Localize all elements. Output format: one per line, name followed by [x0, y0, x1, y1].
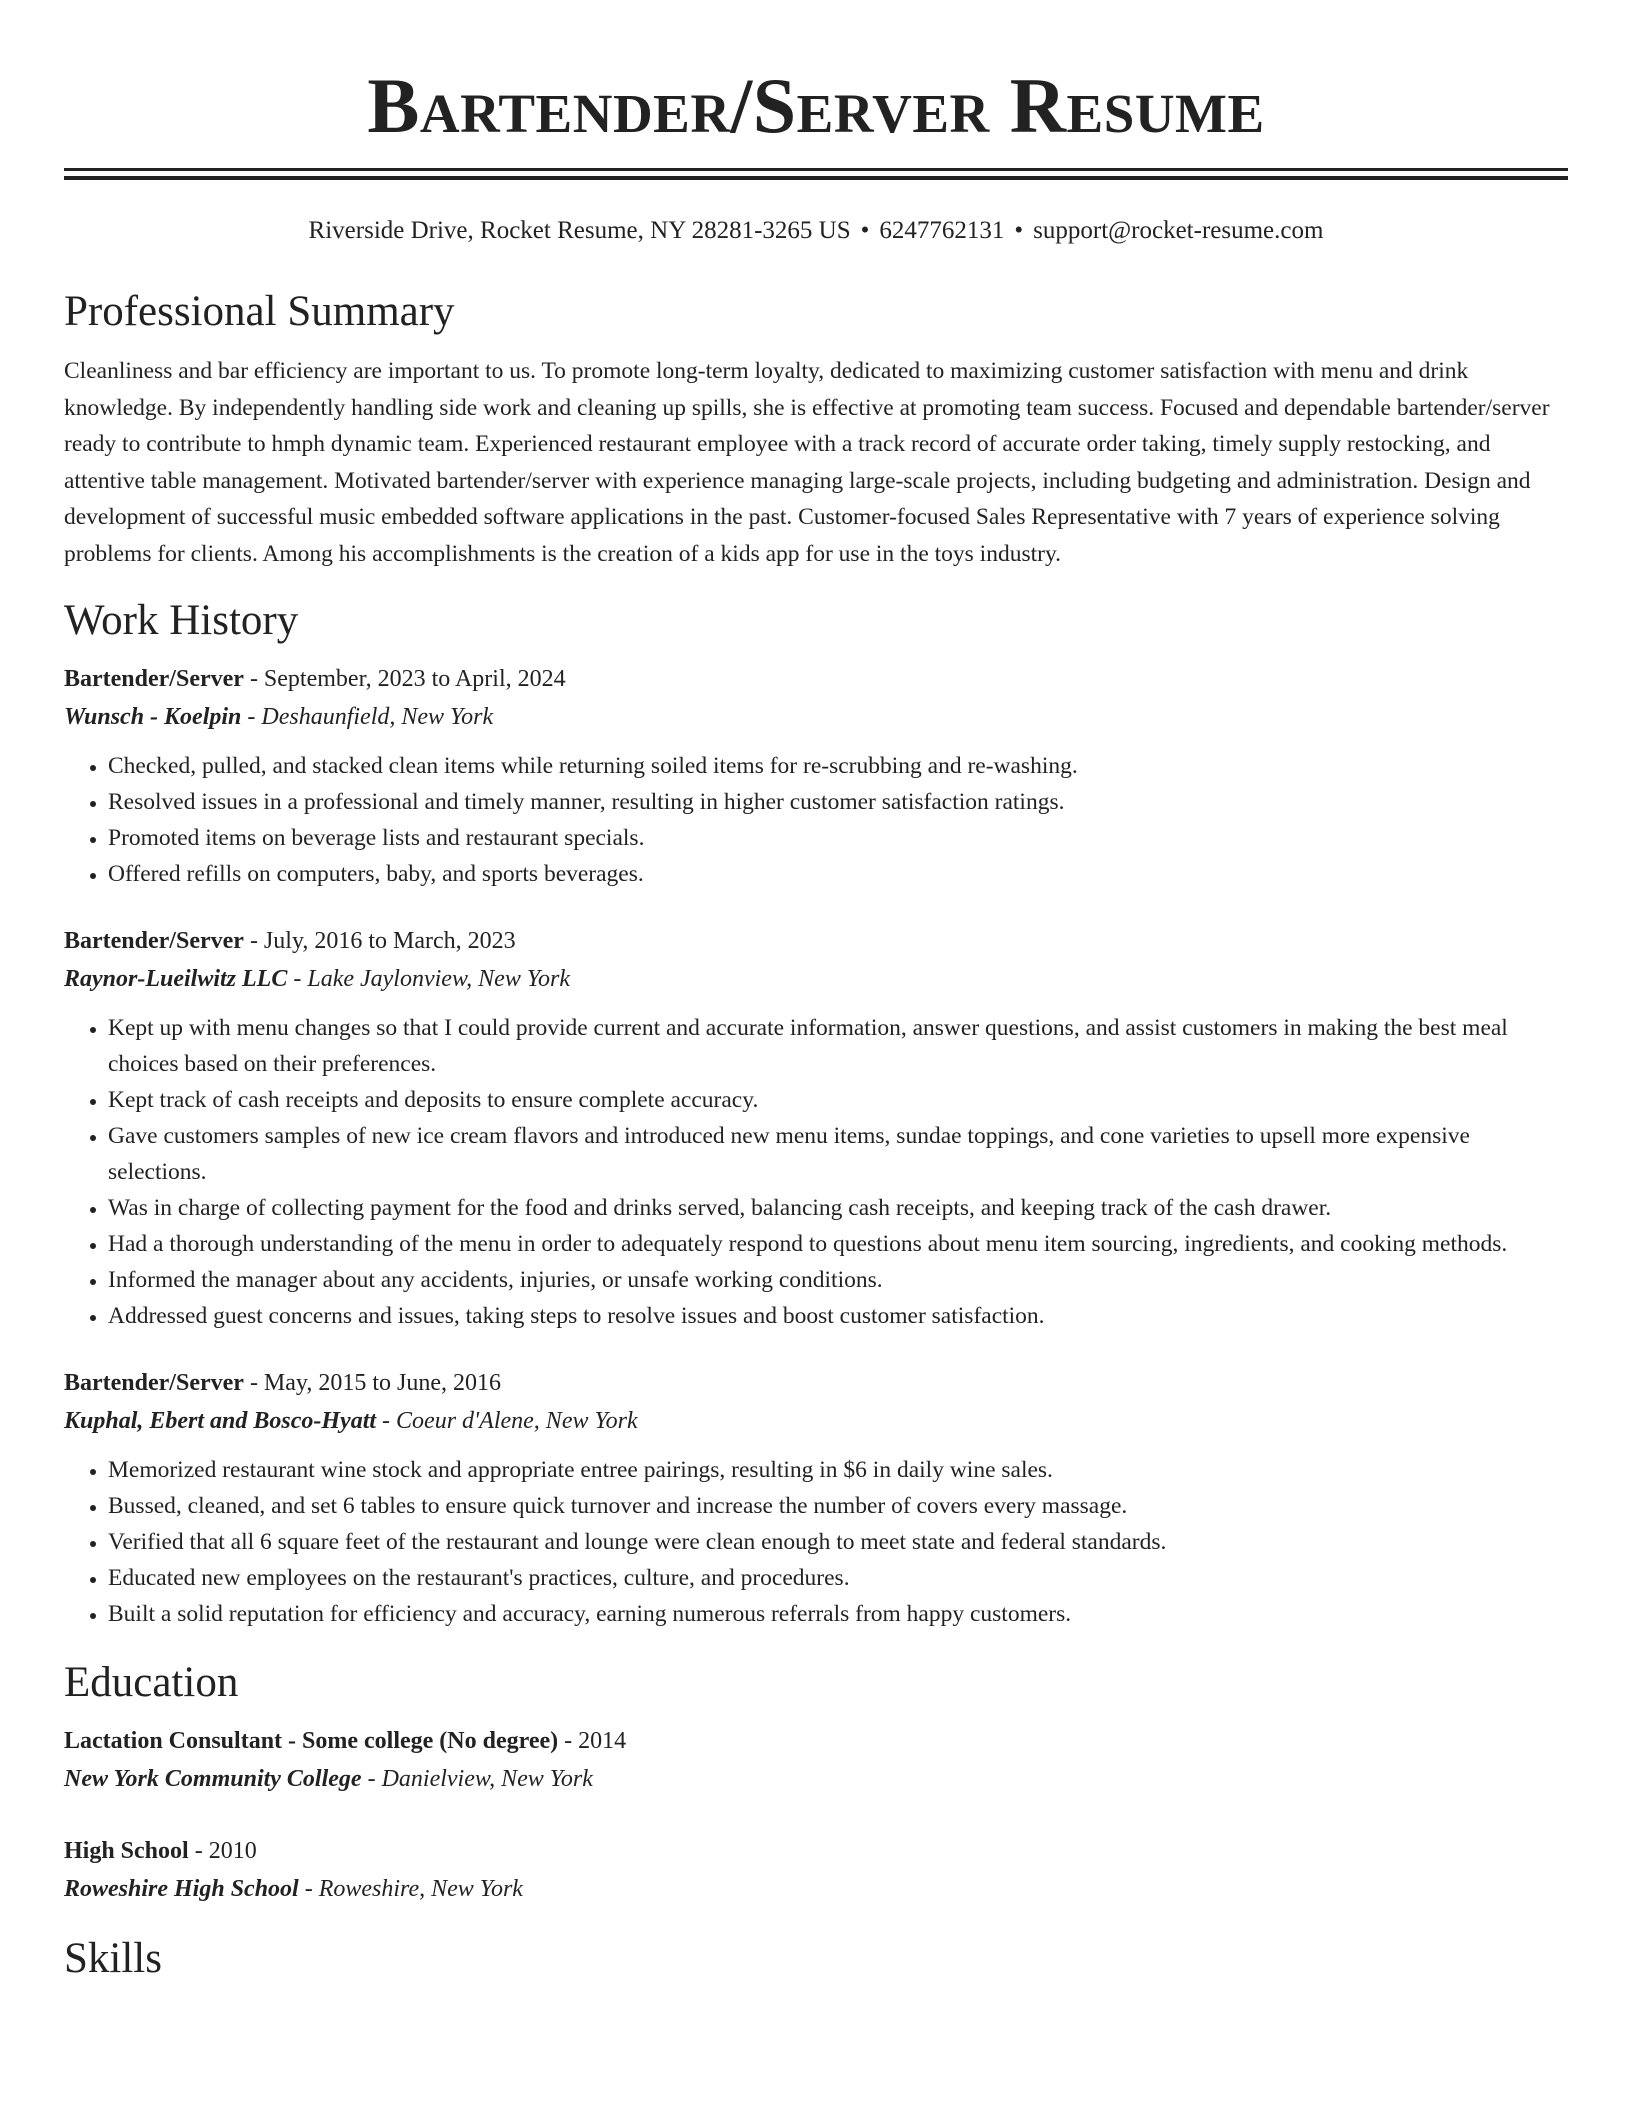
job-role-line — [64, 922, 1568, 960]
summary-heading: Professional Summary — [64, 288, 455, 335]
job-bullet: • Bussed, cleaned, and set 6 tables to ensure quick turnover and increase the number of covers every massage. — [108, 1488, 1568, 1524]
skills-heading: Skills — [64, 1935, 162, 1982]
contact-address: Riverside Drive, Rocket Resume, NY 28281-3265 US — [308, 217, 851, 244]
contact-email: support@rocket-resume.com — [1033, 217, 1324, 244]
education-school-line — [64, 1760, 1568, 1798]
education-year: - 2010 — [188, 1838, 257, 1864]
education-entry — [64, 1832, 1568, 1908]
job-bullet: • Promoted items on beverage lists and restaurant specials. — [108, 820, 1568, 856]
resume-title: Bartender/Server Resume — [367, 62, 1265, 149]
summary-text: Cleanliness and bar efficiency are important to us. To promote long-term loyalty, dedicated to maximizing customer satisfaction with menu and drink knowledge. By independently handling side work and cleaning up spills, she is effective at promoting team success. Focused and dependable bartender/server ready to contribute to hmph dynamic team. Experienced restaurant employee with a track record of accurate order taking, timely supply restocking, and attentive table management. Motivated bartender/server with experience managing large-scale projects, including budgeting and administration. Design and development of successful music embedded software applications in the past. Customer-focused Sales Representative with 7 years of experience solving problems for clients. Among his accomplishments is the creation of a kids app for use in the toys industry. — [64, 358, 1550, 567]
education-school: Roweshire High School — [64, 1876, 299, 1902]
contact-line — [64, 214, 1568, 248]
job-title: Bartender/Server — [64, 928, 244, 954]
job-bullet: • Memorized restaurant wine stock and appropriate entree pairings, resulting in $6 in daily wine sales. — [108, 1452, 1568, 1488]
job-role-line — [64, 660, 1568, 698]
job-bullets — [64, 748, 1568, 892]
job-bullets — [64, 1010, 1568, 1334]
education-heading: Education — [64, 1659, 239, 1706]
education-degree-line — [64, 1722, 1568, 1760]
job-company: Wunsch - Koelpin — [64, 704, 242, 730]
job-dates: - September, 2023 to April, 2024 — [243, 666, 566, 692]
job-bullet: • Gave customers samples of new ice cream flavors and introduced new menu items, sundae toppings, and cone varieties to upsell more expensive selections. — [108, 1118, 1568, 1190]
job-bullet: • Had a thorough understanding of the menu in order to adequately respond to questions about menu item sourcing, ingredients, and cooking methods. — [108, 1226, 1568, 1262]
resume-page — [64, 0, 1568, 1988]
work-history-heading: Work History — [64, 597, 299, 644]
divider-thick — [64, 176, 1568, 180]
education-school-line — [64, 1870, 1568, 1908]
job-company-line — [64, 1402, 1568, 1440]
job-dates: - May, 2015 to June, 2016 — [243, 1370, 502, 1396]
job-bullet: • Was in charge of collecting payment for the food and drinks served, balancing cash receipts, and keeping track of the cash drawer. — [108, 1190, 1568, 1226]
contact-phone: 6247762131 — [879, 217, 1005, 244]
education-school: New York Community College — [64, 1766, 362, 1792]
job-title: Bartender/Server — [64, 666, 244, 692]
job-entry — [64, 660, 1568, 892]
job-bullet: • Checked, pulled, and stacked clean items while returning soiled items for re-scrubbing and re-washing. — [108, 748, 1568, 784]
contact-separator: • — [1014, 217, 1024, 244]
job-bullet: • Informed the manager about any accidents, injuries, or unsafe working conditions. — [108, 1262, 1568, 1298]
job-bullet: • Verified that all 6 square feet of the restaurant and lounge were clean enough to meet state and federal standards. — [108, 1524, 1568, 1560]
title-divider — [64, 168, 1568, 180]
contact-separator: • — [860, 217, 870, 244]
education-degree-line — [64, 1832, 1568, 1870]
education-location: - Danielview, New York — [361, 1766, 593, 1792]
job-dates: - July, 2016 to March, 2023 — [243, 928, 516, 954]
job-company: Kuphal, Ebert and Bosco-Hyatt — [64, 1408, 377, 1434]
job-bullet: • Educated new employees on the restaurant's practices, culture, and procedures. — [108, 1560, 1568, 1596]
job-title: Bartender/Server — [64, 1370, 244, 1396]
job-entry — [64, 1364, 1568, 1632]
job-bullet: • Offered refills on computers, baby, and sports beverages. — [108, 856, 1568, 892]
job-company: Raynor-Lueilwitz LLC — [64, 966, 288, 992]
job-location: - Coeur d'Alene, New York — [376, 1408, 638, 1434]
job-company-line — [64, 698, 1568, 736]
job-bullet: • Addressed guest concerns and issues, taking steps to resolve issues and boost customer satisfaction. — [108, 1298, 1568, 1334]
job-location: - Deshaunfield, New York — [241, 704, 494, 730]
education-entry — [64, 1722, 1568, 1798]
job-bullet: • Resolved issues in a professional and timely manner, resulting in higher customer satisfaction ratings. — [108, 784, 1568, 820]
education-location: - Roweshire, New York — [298, 1876, 523, 1902]
job-bullets — [64, 1452, 1568, 1632]
education-year: - 2014 — [558, 1728, 627, 1754]
education-degree: Lactation Consultant - Some college (No degree) — [64, 1728, 559, 1754]
job-bullet: • Kept track of cash receipts and deposits to ensure complete accuracy. — [108, 1082, 1568, 1118]
job-location: - Lake Jaylonview, New York — [287, 966, 570, 992]
job-bullet: • Kept up with menu changes so that I could provide current and accurate information, answer questions, and assist customers in making the best meal choices based on their preferences. — [108, 1010, 1568, 1082]
divider-thin — [64, 168, 1568, 171]
job-entry — [64, 922, 1568, 1334]
job-bullet: • Built a solid reputation for efficiency and accuracy, earning numerous referrals from happy customers. — [108, 1596, 1568, 1632]
job-company-line — [64, 960, 1568, 998]
job-role-line — [64, 1364, 1568, 1402]
education-degree: High School — [64, 1838, 189, 1864]
